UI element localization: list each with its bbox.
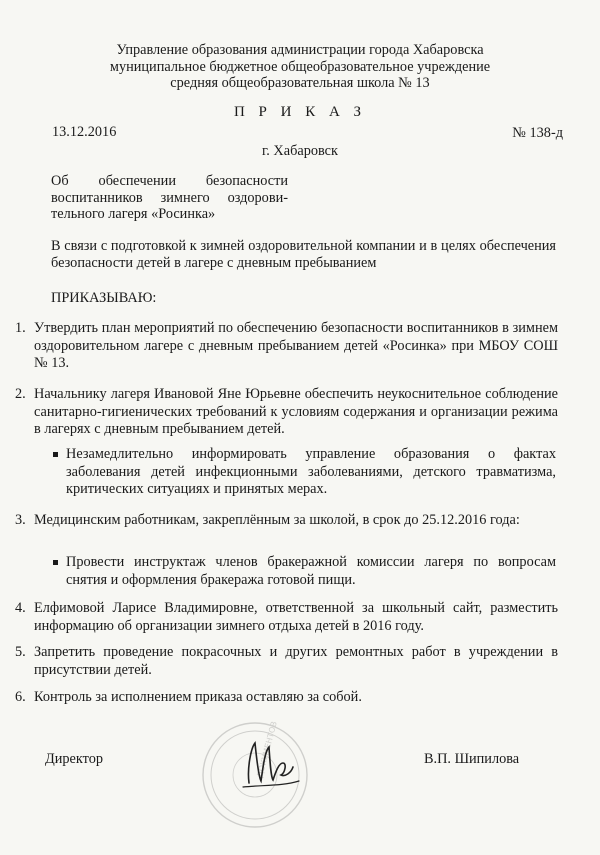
bullet-text: Незамедлительно информировать управление образования о фактах заболевания детей инфекционными заболеваниями, детского травматизма, критических ситуациях и принятых мерах. xyxy=(66,446,556,497)
header-line-1: Управление образования администрации города Хабаровска xyxy=(116,42,484,58)
seal-text: ДОКУМЕНТОВ xyxy=(255,720,279,779)
item-number: 2. xyxy=(15,386,26,402)
signature-icon xyxy=(233,733,303,793)
item-text: Утвердить план мероприятий по обеспечению безопасности воспитанников в зимнем оздоровительном лагере с дневным пребыванием детей «Росинка» при МБОУ СОШ № 13. xyxy=(34,320,558,371)
header-line-2: муниципальное бюджетное общеобразовательное учреждение xyxy=(109,58,491,75)
order-item xyxy=(15,386,558,439)
document-type: П Р И К А З xyxy=(233,104,367,120)
bullet-item xyxy=(66,554,556,589)
subject-line-3: тельного лагеря «Росинка» xyxy=(51,206,216,222)
item-text: Контроль за исполнением приказа оставляю за собой. xyxy=(34,689,362,705)
preamble: В связи с подготовкой к зимней оздоровительной компании и в целях обеспечения безопасности детей в лагере с дневным пребыванием xyxy=(51,238,556,271)
subject-line-2: воспитанников зимнего оздорови- xyxy=(51,189,288,206)
bullet-square-icon xyxy=(53,452,58,457)
item-text: Медицинским работникам, закреплённым за школой, в срок до 25.12.2016 года: xyxy=(34,512,520,528)
item-number: 6. xyxy=(15,689,26,705)
item-number: 3. xyxy=(15,512,26,528)
item-text: Начальнику лагеря Ивановой Яне Юрьевне обеспечить неукоснительное соблюдение санитарно-гигиенических требований к условиям содержания и организации режима в лагерях с дневным пребыванием детей. xyxy=(34,386,558,437)
orders-heading: ПРИКАЗЫВАЮ: xyxy=(51,290,157,306)
order-item xyxy=(15,512,558,530)
org-header xyxy=(0,42,600,92)
item-text: Елфимовой Ларисе Владимировне, ответственной за школьный сайт, разместить информацию об организации зимнего отдыха детей в 2016 году. xyxy=(34,600,558,634)
bullet-text: Провести инструктаж членов бракеражной комиссии лагеря по вопросам снятия и оформления бракеража готовой пищи. xyxy=(66,554,556,588)
document-date: 13.12.2016 xyxy=(52,124,117,140)
order-item xyxy=(15,320,558,373)
item-number: 4. xyxy=(15,600,26,616)
signer-name: В.П. Шипилова xyxy=(424,751,520,767)
document-number: № 138-д xyxy=(512,125,563,141)
item-number: 1. xyxy=(15,320,26,336)
bullet-item xyxy=(66,446,556,499)
header-line-3: средняя общеобразовательная школа № 13 xyxy=(170,75,430,91)
document-city: г. Хабаровск xyxy=(262,143,338,159)
bullet-square-icon xyxy=(53,560,58,565)
item-text: Запретить проведение покрасочных и других ремонтных работ в учреждении в присутствии детей. xyxy=(34,644,558,678)
signer-title: Директор xyxy=(45,751,104,767)
order-item xyxy=(15,644,558,679)
order-item xyxy=(15,600,558,635)
item-number: 5. xyxy=(15,644,26,660)
document-subject xyxy=(51,173,288,223)
order-item xyxy=(15,689,558,707)
subject-line-1: Об обеспечении безопасности xyxy=(51,173,288,189)
